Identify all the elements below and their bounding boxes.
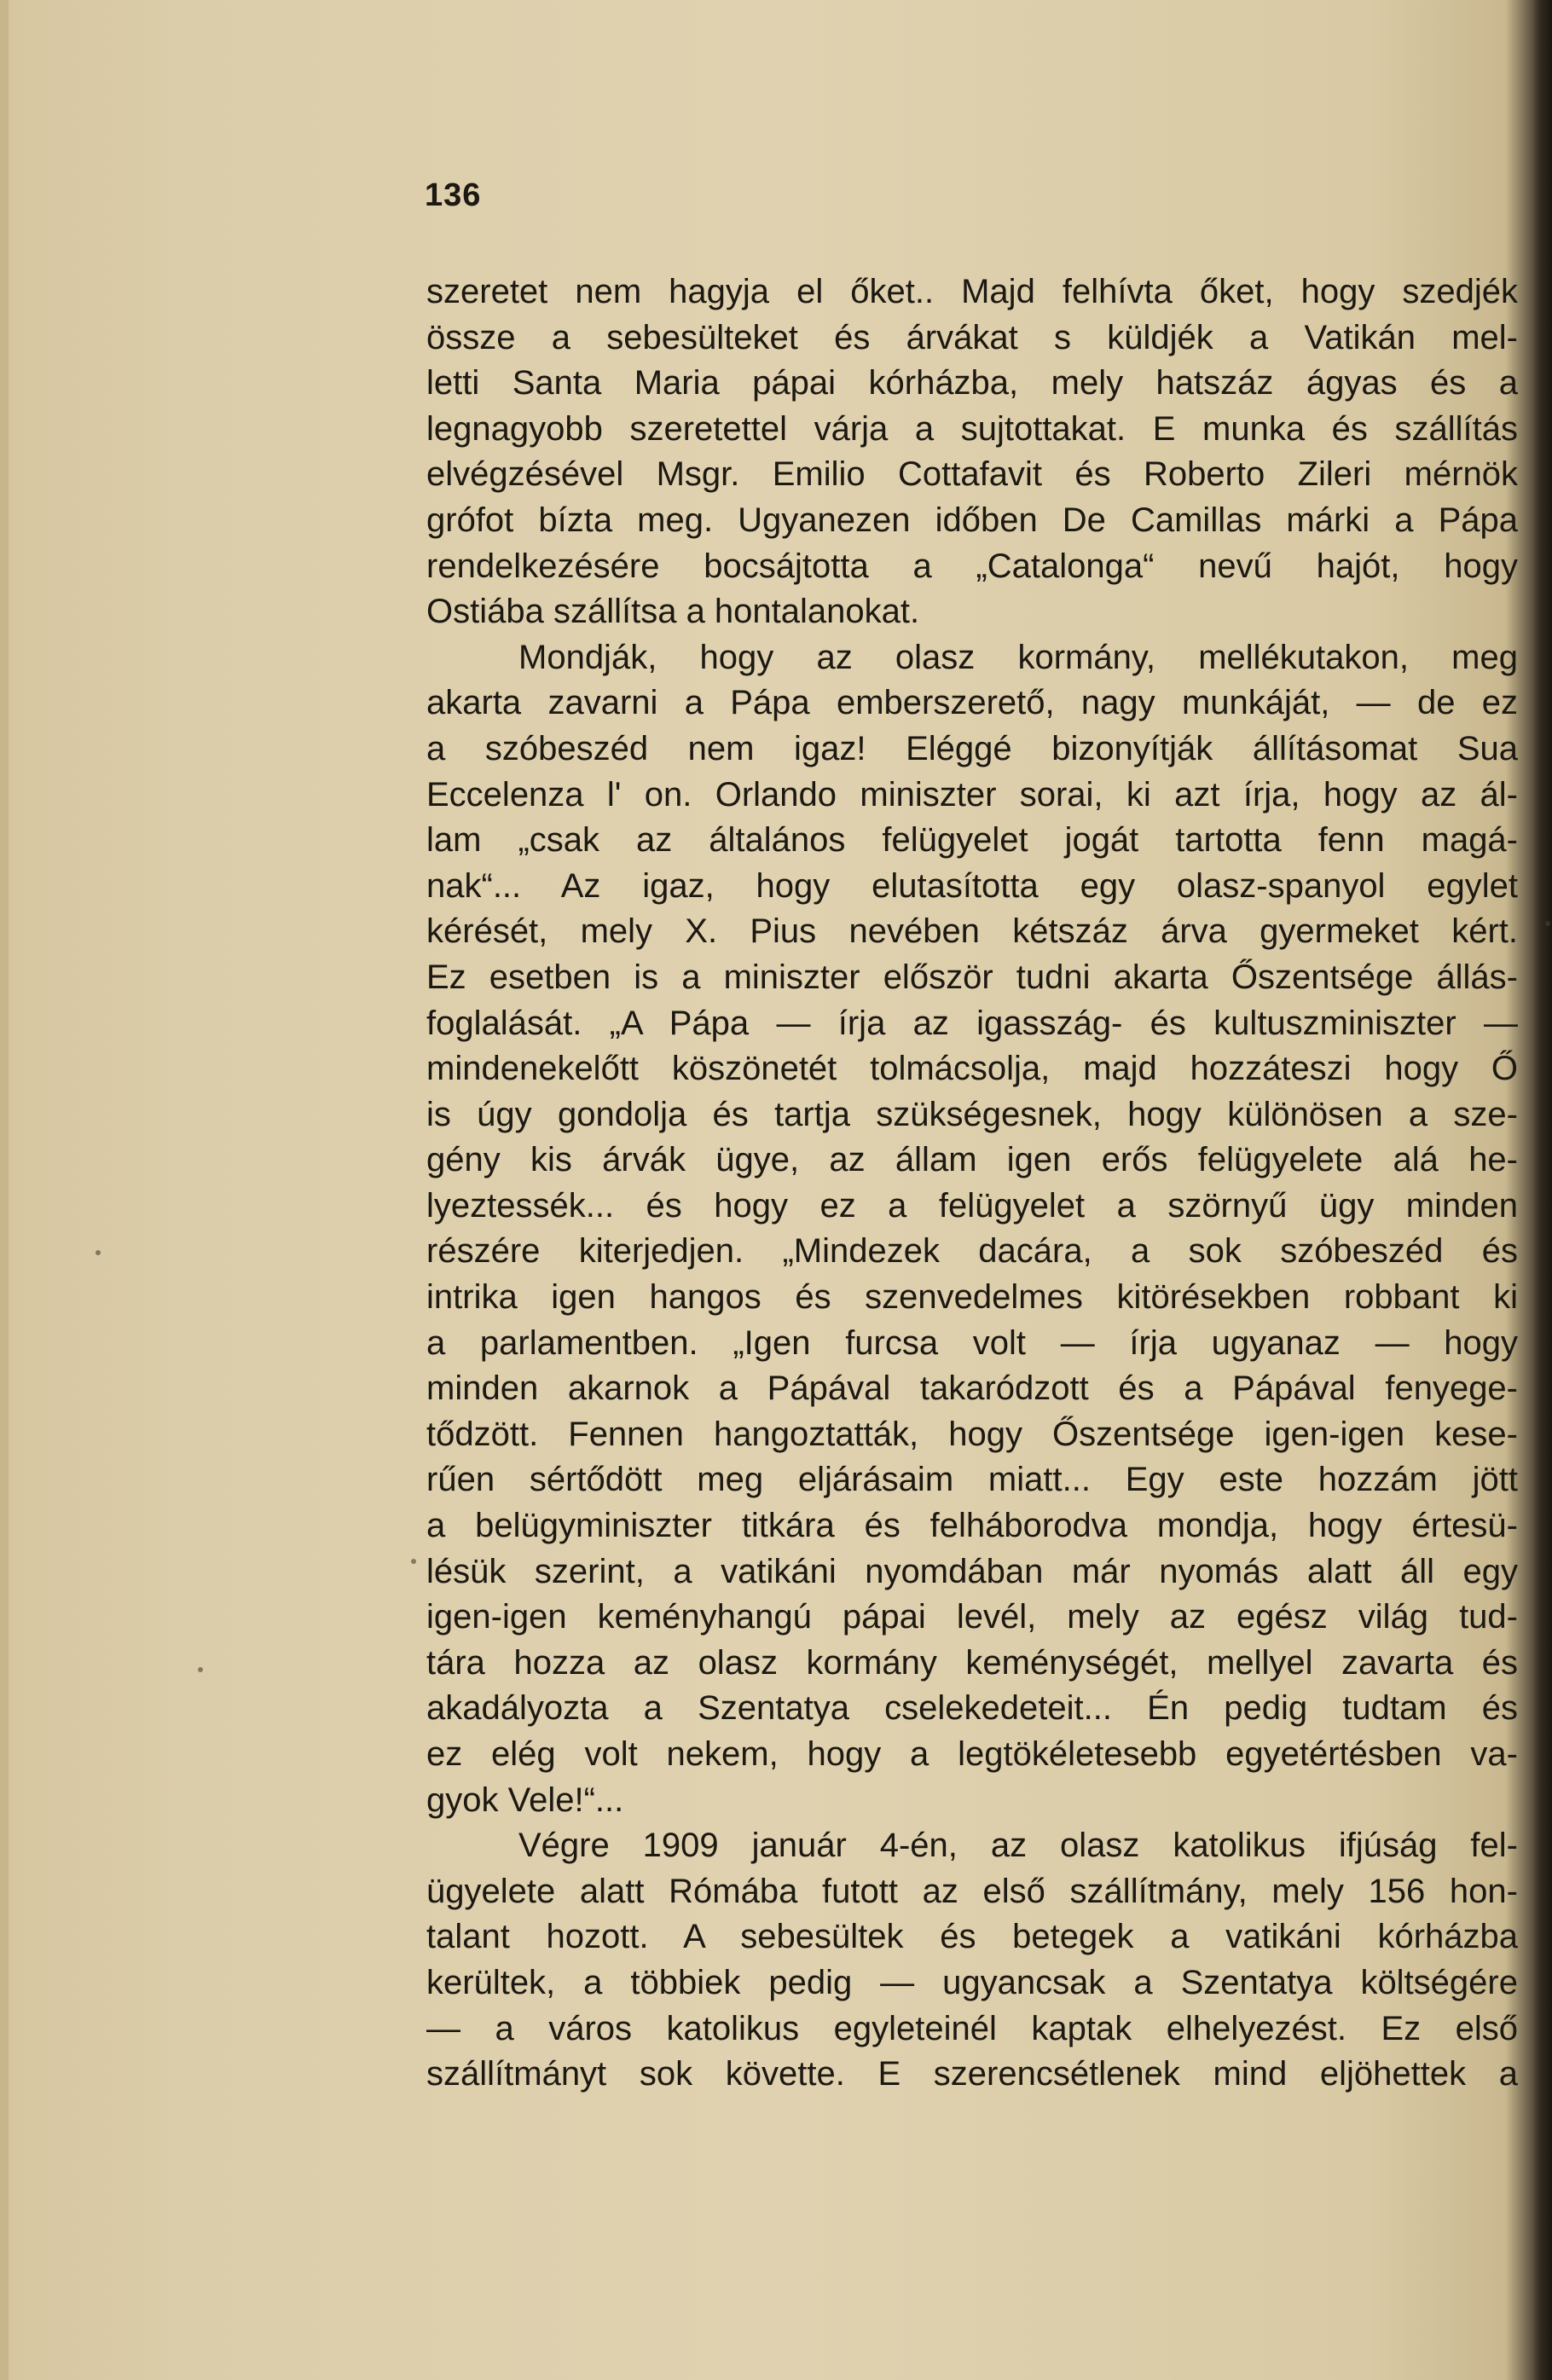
text-line: ügyelete alatt Rómába futott az első szállítmány, mely 156 hon- (426, 1872, 1518, 1910)
text-line: Eccelenza l' on. Orlando miniszter sorai, ki azt írja, hogy az ál- (426, 775, 1518, 814)
paper-speck (411, 1559, 416, 1564)
text-line: talant hozott. A sebesültek és betegek a vatikáni kórházba (426, 1918, 1518, 1956)
text-line: össze a sebesülteket és árvákat s küldjék a Vatikán mel- (426, 318, 1518, 356)
text-line: elvégzésével Msgr. Emilio Cottafavit és Roberto Zileri mérnök (426, 455, 1518, 494)
text-line: kerültek, a többiek pedig — ugyancsak a Szentatya költségére (426, 1963, 1518, 2001)
text-line: lésük szerint, a vatikáni nyomdában már nyomás alatt áll egy (426, 1552, 1518, 1590)
page-number: 136 (425, 177, 482, 213)
text-line: intrika igen hangos és szenvedelmes kitörésekben robbant ki (426, 1278, 1518, 1317)
text-line: rűen sértődött meg eljárásaim miatt... Egy este hozzám jött (426, 1461, 1518, 1499)
text-line: szállítmányt sok követte. E szerencsétlenek mind eljöhettek a (426, 2055, 1518, 2093)
text-line: a parlamentben. „Igen furcsa volt — írja ugyanaz — hogy (426, 1323, 1518, 1362)
text-line: Mondják, hogy az olasz kormány, mellékutakon, meg (518, 638, 1518, 676)
text-line: — a város katolikus egyleteinél kaptak elhelyezést. Ez első (426, 2009, 1518, 2047)
text-line: lyeztessék... és hogy ez a felügyelet a szörnyű ügy minden (426, 1186, 1518, 1225)
text-line: akadályozta a Szentatya cselekedeteit... Én pedig tudtam és (426, 1689, 1518, 1728)
text-line: Ez esetben is a miniszter először tudni akarta Őszentsége állás- (426, 958, 1518, 996)
text-line: legnagyobb szeretettel várja a sujtottakat. E munka és szállítás (426, 409, 1518, 448)
text-line: grófot bízta meg. Ugyanezen időben De Camillas márki a Pápa (426, 501, 1518, 539)
text-line: Ostiába szállítsa a hontalanokat. (426, 593, 920, 631)
text-line: Végre 1909 január 4-én, az olasz katolikus ifjúság fel- (518, 1827, 1518, 1865)
binding-shadow (1533, 0, 1552, 2380)
text-line: nak“... Az igaz, hogy elutasította egy olasz-spanyol egylet (426, 866, 1518, 905)
paper-speck (198, 1667, 203, 1672)
page-left-edge (0, 0, 9, 2380)
text-line: a belügyminiszter titkára és felháborodva mondja, hogy értesü- (426, 1507, 1518, 1545)
text-line: rendelkezésére bocsájtotta a „Catalonga“ nevű hajót, hogy (426, 547, 1518, 585)
text-line: akarta zavarni a Pápa emberszerető, nagy munkáját, — de ez (426, 684, 1518, 722)
text-line: letti Santa Maria pápai kórházba, mely hatszáz ágyas és a (426, 364, 1518, 402)
paper-speck (1545, 921, 1550, 926)
text-line: gyok Vele!“... (426, 1781, 624, 1819)
text-line: tára hozza az olasz kormány keménységét, mellyel zavarta és (426, 1643, 1518, 1682)
text-line: is úgy gondolja és tartja szükségesnek, hogy különösen a sze- (426, 1095, 1518, 1133)
text-line: tődzött. Fennen hangoztatták, hogy Őszentsége igen-igen kese- (426, 1415, 1518, 1453)
text-line: ez elég volt nekem, hogy a legtökéletesebb egyetértésben va- (426, 1735, 1518, 1773)
text-line: szeretet nem hagyja el őket.. Majd felhívta őket, hogy szedjék (426, 273, 1518, 310)
text-line: foglalását. „A Pápa — írja az igasszág- és kultuszminiszter — (426, 1004, 1518, 1042)
body-text (426, 269, 1518, 2098)
text-line: kérését, mely X. Pius nevében kétszáz árva gyermeket kért. (426, 912, 1518, 951)
text-line: igen-igen keményhangú pápai levél, mely az egész világ tud- (426, 1598, 1518, 1636)
text-line: gény kis árvák ügye, az állam igen erős felügyelete alá he- (426, 1141, 1518, 1179)
text-line: lam „csak az általános felügyelet jogát tartotta fenn magá- (426, 821, 1518, 860)
text-line: minden akarnok a Pápával takaródzott és a Pápával fenyege- (426, 1370, 1518, 1408)
text-line: a szóbeszéd nem igaz! Eléggé bizonyítják állításomat Sua (426, 729, 1518, 767)
text-line: mindenekelőtt köszönetét tolmácsolja, majd hozzáteszi hogy Ő (426, 1050, 1518, 1088)
paper-speck (96, 1250, 101, 1255)
text-line: részére kiterjedjen. „Mindezek dacára, a sok szóbeszéd és (426, 1232, 1518, 1271)
